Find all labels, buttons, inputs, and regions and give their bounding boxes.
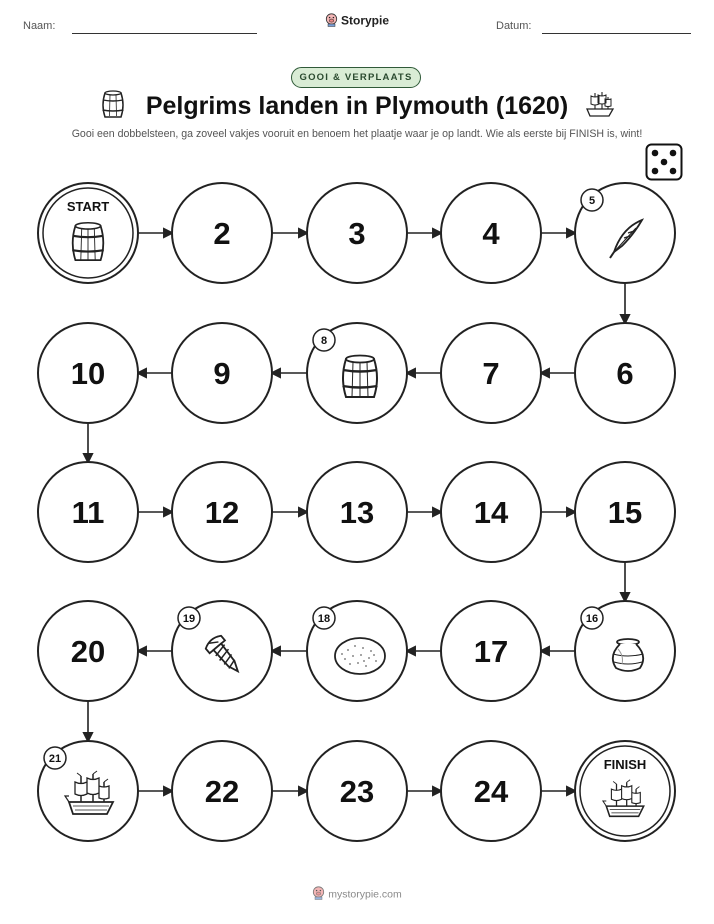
board-space-10[interactable] bbox=[38, 323, 138, 423]
board-space-13[interactable] bbox=[307, 462, 407, 562]
space-number: 14 bbox=[473, 495, 509, 530]
space-number: 6 bbox=[616, 356, 634, 391]
board-space-17[interactable] bbox=[441, 601, 541, 701]
board-space-23[interactable] bbox=[307, 741, 407, 841]
space-number: 8 bbox=[320, 335, 328, 347]
space-number: 3 bbox=[348, 216, 366, 251]
barrel-icon bbox=[72, 223, 104, 260]
space-number: 19 bbox=[182, 613, 196, 625]
footer bbox=[0, 886, 714, 903]
space-number: 23 bbox=[339, 774, 375, 809]
board-space-6[interactable] bbox=[575, 323, 675, 423]
space-number: 22 bbox=[204, 774, 240, 809]
space-number: 7 bbox=[482, 356, 500, 391]
activity-badge: GOOI & VERPLAATS bbox=[291, 67, 421, 88]
board-space-25[interactable] bbox=[575, 741, 675, 841]
board-space-5[interactable] bbox=[575, 183, 675, 283]
space-number: 5 bbox=[588, 195, 596, 207]
board-space-14[interactable] bbox=[441, 462, 541, 562]
board-space-22[interactable] bbox=[172, 741, 272, 841]
board-space-19[interactable] bbox=[172, 601, 272, 701]
space-number: 16 bbox=[585, 613, 599, 625]
board-space-11[interactable] bbox=[38, 462, 138, 562]
bread-icon bbox=[335, 638, 385, 674]
board-space-21[interactable] bbox=[38, 741, 138, 841]
finish-label: FINISH bbox=[603, 757, 647, 772]
board-space-1[interactable] bbox=[38, 183, 138, 283]
board-space-24[interactable] bbox=[441, 741, 541, 841]
page-title: Pelgrims landen in Plymouth (1620) bbox=[145, 92, 569, 120]
board-space-16[interactable] bbox=[575, 601, 675, 701]
space-number: 2 bbox=[213, 216, 231, 251]
board-space-8[interactable] bbox=[307, 323, 407, 423]
board-space-7[interactable] bbox=[441, 323, 541, 423]
space-number: 15 bbox=[607, 495, 643, 530]
space-number: 10 bbox=[70, 356, 106, 391]
space-number: 21 bbox=[48, 753, 62, 765]
barrel-icon bbox=[343, 356, 378, 398]
brand-name: Storypie bbox=[340, 13, 389, 28]
space-number: 4 bbox=[482, 216, 500, 251]
space-number: 24 bbox=[473, 774, 509, 809]
space-number: 9 bbox=[213, 356, 231, 391]
date-label: Datum: bbox=[496, 20, 532, 32]
space-number: 18 bbox=[317, 613, 331, 625]
space-number: 17 bbox=[473, 634, 509, 669]
name-label: Naam: bbox=[23, 20, 56, 32]
board-space-15[interactable] bbox=[575, 462, 675, 562]
space-number: 12 bbox=[204, 495, 240, 530]
footer-url: mystorypie.com bbox=[328, 888, 402, 901]
pig-footer-icon bbox=[312, 886, 325, 903]
space-number: 20 bbox=[70, 634, 106, 669]
board-space-9[interactable] bbox=[172, 323, 272, 423]
board-space-12[interactable] bbox=[172, 462, 272, 562]
instructions: Gooi een dobbelsteen, ga zoveel vakjes vooruit en benoem het plaatje waar je op landt. Wie als eerste bij FINISH is, wint! bbox=[71, 128, 643, 140]
start-label: START bbox=[66, 199, 110, 214]
pot-icon bbox=[613, 639, 643, 671]
board-space-18[interactable] bbox=[307, 601, 407, 701]
board-space-4[interactable] bbox=[441, 183, 541, 283]
space-number: 13 bbox=[339, 495, 375, 530]
board-space-20[interactable] bbox=[38, 601, 138, 701]
board-space-3[interactable] bbox=[307, 183, 407, 283]
space-number: 11 bbox=[71, 495, 105, 530]
board-space-2[interactable] bbox=[172, 183, 272, 283]
